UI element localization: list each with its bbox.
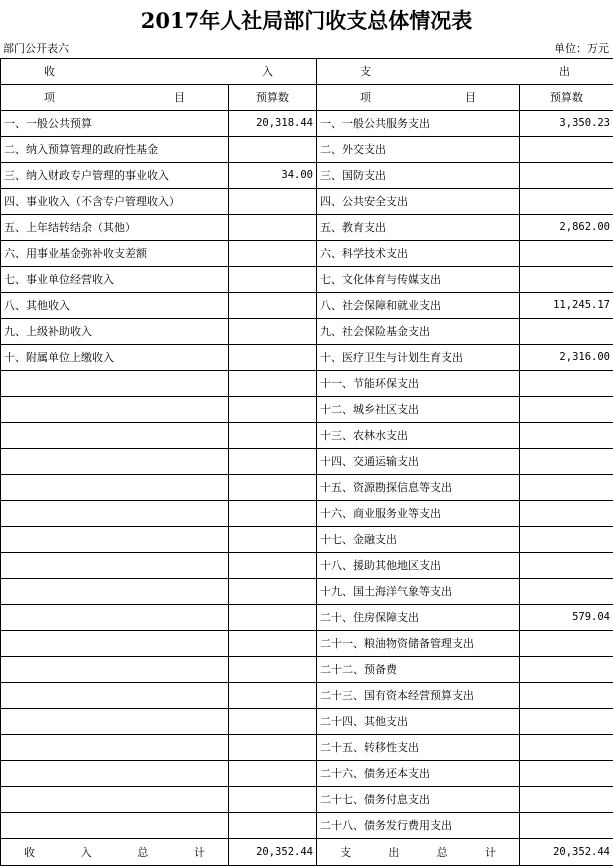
table-row: [1, 423, 613, 449]
table-row: [1, 709, 613, 735]
table-row: [1, 787, 613, 813]
income-label-cell: [1, 631, 229, 657]
budget-table: [0, 58, 613, 866]
expense-label-cell: 三、国防支出: [317, 163, 520, 189]
unit-label: 单位：万元: [554, 42, 609, 56]
income-value-cell: [229, 579, 317, 605]
expense-value-cell: [520, 163, 613, 189]
income-label-cell: [1, 527, 229, 553]
expense-label-cell: 十六、商业服务业等支出: [317, 501, 520, 527]
expense-label-cell: 二、外交支出: [317, 137, 520, 163]
expense-label-cell: 六、科学技术支出: [317, 241, 520, 267]
income-value-cell: [229, 657, 317, 683]
income-value-cell: [229, 189, 317, 215]
income-label-cell: 七、事业单位经营收入: [1, 267, 229, 293]
income-item-header-left: 项: [44, 85, 55, 110]
income-value-cell: [229, 319, 317, 345]
expense-value-cell: 3,350.23: [520, 111, 613, 137]
expense-label-cell: 八、社会保障和就业支出: [317, 293, 520, 319]
expense-value-cell: [520, 501, 613, 527]
income-item-header: [1, 85, 229, 111]
table-row: [1, 345, 613, 371]
income-value-cell: [229, 371, 317, 397]
income-label-cell: [1, 397, 229, 423]
income-label-cell: 五、上年结转结余（其他）: [1, 215, 229, 241]
table-row: [1, 631, 613, 657]
income-label-cell: 二、纳入预算管理的政府性基金: [1, 137, 229, 163]
expense-label-cell: 十三、农林水支出: [317, 423, 520, 449]
income-value-cell: [229, 475, 317, 501]
income-value-cell: [229, 501, 317, 527]
income-label-cell: [1, 683, 229, 709]
expense-value-cell: [520, 267, 613, 293]
income-char: 计: [194, 840, 205, 865]
income-value-cell: [229, 709, 317, 735]
expense-label-cell: 二十、住房保障支出: [317, 605, 520, 631]
expense-total-value: 20,352.44: [520, 839, 613, 866]
income-value-cell: [229, 605, 317, 631]
expense-value-cell: 2,316.00: [520, 345, 613, 371]
expense-char: 计: [485, 840, 496, 865]
income-value-cell: [229, 267, 317, 293]
income-label-cell: [1, 787, 229, 813]
expense-label-cell: 五、教育支出: [317, 215, 520, 241]
income-value-cell: [229, 241, 317, 267]
income-label-cell: [1, 735, 229, 761]
income-label-cell: 三、纳入财政专户管理的事业收入: [1, 163, 229, 189]
page-title: 2017年人社局部门收支总体情况表: [0, 4, 613, 38]
income-value-cell: [229, 527, 317, 553]
expense-value-cell: [520, 813, 613, 839]
income-label-cell: [1, 813, 229, 839]
expense-value-cell: [520, 319, 613, 345]
expense-value-cell: 579.04: [520, 605, 613, 631]
income-total-label: [1, 839, 229, 866]
expense-value-cell: [520, 475, 613, 501]
table-row: [1, 111, 613, 137]
expense-label-cell: 十二、城乡社区支出: [317, 397, 520, 423]
expense-header-left: 支: [360, 59, 371, 84]
expense-value-cell: 2,862.00: [520, 215, 613, 241]
income-label-cell: [1, 423, 229, 449]
table-row: [1, 267, 613, 293]
expense-amount-header: 预算数: [520, 85, 613, 111]
income-value-cell: [229, 761, 317, 787]
expense-label-cell: 二十三、国有资本经营预算支出: [317, 683, 520, 709]
expense-label-cell: 四、公共安全支出: [317, 189, 520, 215]
expense-value-cell: [520, 683, 613, 709]
income-value-cell: [229, 137, 317, 163]
income-value-cell: [229, 293, 317, 319]
expense-label-cell: 九、社会保险基金支出: [317, 319, 520, 345]
expense-value-cell: [520, 553, 613, 579]
expense-label-cell: 十九、国土海洋气象等支出: [317, 579, 520, 605]
expense-value-cell: [520, 735, 613, 761]
expense-label-cell: 二十二、预备费: [317, 657, 520, 683]
expense-value-cell: [520, 657, 613, 683]
income-total-value: 20,352.44: [229, 839, 317, 866]
table-row: [1, 215, 613, 241]
expense-label-cell: 十、医疗卫生与计划生育支出: [317, 345, 520, 371]
income-char: 总: [137, 840, 148, 865]
income-amount-header: 预算数: [229, 85, 317, 111]
table-row: [1, 657, 613, 683]
income-label-cell: 一、一般公共预算: [1, 111, 229, 137]
income-value-cell: [229, 449, 317, 475]
income-value-cell: [229, 345, 317, 371]
expense-value-cell: [520, 423, 613, 449]
income-label-cell: [1, 371, 229, 397]
table-row: [1, 527, 613, 553]
expense-label-cell: 十一、节能环保支出: [317, 371, 520, 397]
expense-label-cell: 十四、交通运输支出: [317, 449, 520, 475]
expense-value-cell: [520, 579, 613, 605]
income-item-header-right: 目: [174, 85, 185, 110]
income-label-cell: [1, 761, 229, 787]
income-label-cell: [1, 501, 229, 527]
income-value-cell: [229, 631, 317, 657]
table-row: [1, 241, 613, 267]
expense-value-cell: [520, 709, 613, 735]
table-row: [1, 319, 613, 345]
table-code: 部门公开表六: [3, 42, 69, 56]
expense-label-cell: 二十八、债务发行费用支出: [317, 813, 520, 839]
income-value-cell: [229, 683, 317, 709]
income-char: 入: [81, 840, 92, 865]
income-label-cell: 八、其他收入: [1, 293, 229, 319]
table-row: [1, 735, 613, 761]
income-value-cell: [229, 813, 317, 839]
expense-total-label: [317, 839, 520, 866]
table-row: [1, 553, 613, 579]
expense-label-cell: 十八、援助其他地区支出: [317, 553, 520, 579]
table-row: [1, 371, 613, 397]
table-row: [1, 449, 613, 475]
table-row: [1, 189, 613, 215]
expense-value-cell: [520, 241, 613, 267]
income-label-cell: 九、上级补助收入: [1, 319, 229, 345]
income-label-cell: 四、事业收入（不含专户管理收入）: [1, 189, 229, 215]
expense-value-cell: [520, 371, 613, 397]
expense-label-cell: 七、文化体育与传媒支出: [317, 267, 520, 293]
expense-label-cell: 二十七、债务付息支出: [317, 787, 520, 813]
expense-item-header-left: 项: [360, 85, 371, 110]
expense-char: 出: [388, 840, 399, 865]
expense-char: 支: [340, 840, 351, 865]
income-label-cell: [1, 579, 229, 605]
table-row: [1, 293, 613, 319]
expense-value-cell: [520, 527, 613, 553]
income-label-cell: [1, 605, 229, 631]
table-row: [1, 579, 613, 605]
expense-label-cell: 二十四、其他支出: [317, 709, 520, 735]
income-value-cell: 34.00: [229, 163, 317, 189]
expense-value-cell: [520, 449, 613, 475]
header-row-columns: [1, 85, 613, 111]
expense-section-header: [317, 59, 613, 85]
table-row: [1, 761, 613, 787]
expense-item-header: [317, 85, 520, 111]
income-label-cell: [1, 553, 229, 579]
table-row: [1, 683, 613, 709]
table-row: [1, 813, 613, 839]
expense-value-cell: [520, 787, 613, 813]
expense-value-cell: [520, 137, 613, 163]
expense-value-cell: [520, 761, 613, 787]
income-label-cell: 六、用事业基金弥补收支差额: [1, 241, 229, 267]
expense-label-cell: 二十一、粮油物资储备管理支出: [317, 631, 520, 657]
expense-value-cell: [520, 631, 613, 657]
income-header-left: 收: [44, 59, 55, 84]
table-row: [1, 501, 613, 527]
income-value-cell: [229, 735, 317, 761]
table-row: [1, 163, 613, 189]
income-char: 收: [24, 840, 35, 865]
income-section-header: [1, 59, 317, 85]
expense-header-right: 出: [559, 59, 570, 84]
totals-row: [1, 839, 613, 866]
expense-label-cell: 十五、资源勘探信息等支出: [317, 475, 520, 501]
income-label-cell: 十、附属单位上缴收入: [1, 345, 229, 371]
expense-label-cell: 十七、金融支出: [317, 527, 520, 553]
expense-char: 总: [437, 840, 448, 865]
header-row-sections: [1, 59, 613, 85]
expense-value-cell: 11,245.17: [520, 293, 613, 319]
table-row: [1, 475, 613, 501]
income-label-cell: [1, 449, 229, 475]
income-header-right: 入: [262, 59, 273, 84]
table-row: [1, 137, 613, 163]
table-row: [1, 397, 613, 423]
income-value-cell: [229, 397, 317, 423]
expense-label-cell: 一、一般公共服务支出: [317, 111, 520, 137]
expense-value-cell: [520, 189, 613, 215]
income-label-cell: [1, 475, 229, 501]
income-value-cell: [229, 553, 317, 579]
income-value-cell: [229, 215, 317, 241]
income-value-cell: [229, 423, 317, 449]
expense-label-cell: 二十五、转移性支出: [317, 735, 520, 761]
expense-item-header-right: 目: [465, 85, 476, 110]
income-value-cell: [229, 787, 317, 813]
income-value-cell: 20,318.44: [229, 111, 317, 137]
table-row: [1, 605, 613, 631]
expense-label-cell: 二十六、债务还本支出: [317, 761, 520, 787]
expense-value-cell: [520, 397, 613, 423]
income-label-cell: [1, 657, 229, 683]
income-label-cell: [1, 709, 229, 735]
